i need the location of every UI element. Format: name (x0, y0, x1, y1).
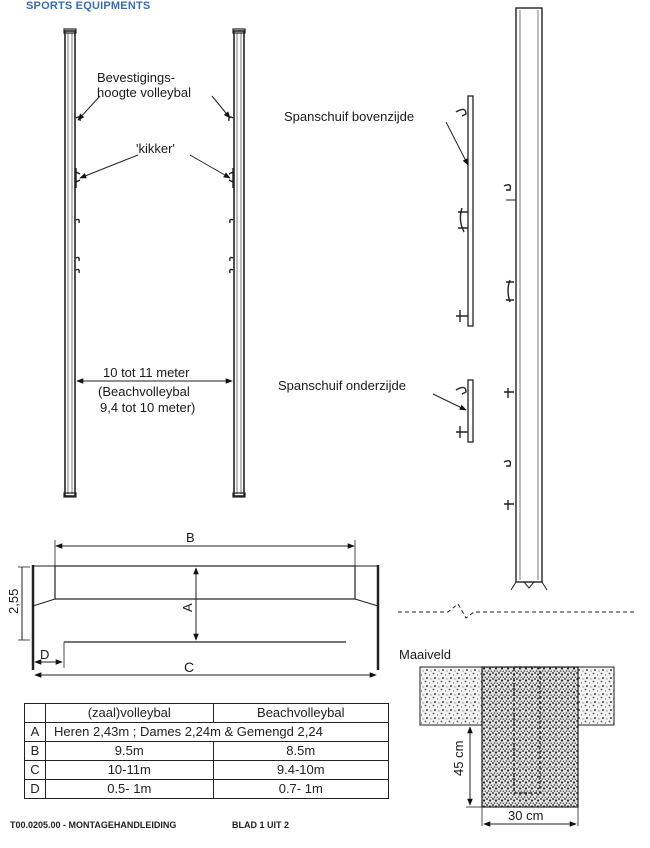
right-post (229, 29, 245, 497)
side-post (504, 8, 547, 590)
label-d: D (40, 647, 50, 662)
concrete-footing (482, 667, 578, 807)
width-label: 30 cm (508, 808, 544, 823)
net-height-label: 2,55 (6, 588, 21, 614)
net-body (55, 566, 355, 599)
footer (10, 820, 290, 830)
table-cell: 8.5m (213, 742, 388, 761)
net-guy-bottom-right (355, 599, 378, 606)
foundation-detail (398, 604, 634, 826)
attach-height-label-1: Bevestigings- (97, 70, 176, 85)
table-header-row (25, 704, 389, 723)
tensioner-bottom-leader (433, 394, 466, 410)
tensioner-bottom-part (456, 380, 473, 442)
table-key-cell: A (25, 723, 46, 742)
footer-doc-title: T00.0205.00 - MONTAGEHANDLEIDING (10, 820, 177, 830)
table-header-cell (25, 704, 46, 723)
frog-leader-left (80, 155, 138, 178)
table-row (25, 742, 389, 761)
table-cell: 0.5- 1m (46, 780, 214, 799)
table-cell: 10-11m (46, 761, 214, 780)
frog-leader-right (190, 155, 230, 178)
table-header-cell: (zaal)volleybal (46, 704, 214, 723)
table-cell: Heren 2,43m ; Dames 2,24m & Gemengd 2,24 (46, 723, 389, 742)
distance-label-1: 10 tot 11 meter (103, 365, 190, 380)
table-key-cell: D (25, 780, 46, 799)
ground-level-label: Maaiveld (399, 647, 452, 662)
distance-label-3: 9,4 tot 10 meter) (100, 400, 196, 415)
frog-label: 'kikker' (136, 141, 175, 156)
ground-break-line (398, 604, 634, 618)
left-post (64, 29, 80, 497)
table-row (25, 723, 389, 742)
depth-label: 45 cm (451, 740, 466, 776)
distance-label-2: (Beachvolleybal (98, 384, 190, 399)
table-cell: 9.4-10m (213, 761, 388, 780)
net-guy-bottom-left (33, 599, 55, 606)
table-row (25, 780, 389, 799)
tensioner-bottom-label: Spanschuif onderzijde (278, 378, 406, 393)
table-key-cell: C (25, 761, 46, 780)
table-cell: 9.5m (46, 742, 214, 761)
table-key-cell: B (25, 742, 46, 761)
side-view (433, 8, 547, 590)
table-row (25, 761, 389, 780)
brand-header: SPORTS EQUIPMENTS (26, 0, 151, 12)
label-a: A (180, 603, 195, 612)
net-diagram (18, 540, 378, 675)
tensioner-top-leader (446, 122, 468, 165)
tensioner-top-label: Spanschuif bovenzijde (284, 109, 415, 124)
tensioner-top-part (456, 96, 473, 326)
spec-table (24, 703, 389, 799)
attach-height-label-2: hoogte volleybal (97, 85, 191, 100)
label-c: C (184, 659, 195, 675)
table-header-cell: Beachvolleybal (213, 704, 388, 723)
table-cell: 0.7- 1m (213, 780, 388, 799)
attach-leader-right (212, 96, 230, 118)
footer-page-number: BLAD 1 UIT 2 (232, 820, 290, 830)
label-b: B (186, 530, 195, 545)
